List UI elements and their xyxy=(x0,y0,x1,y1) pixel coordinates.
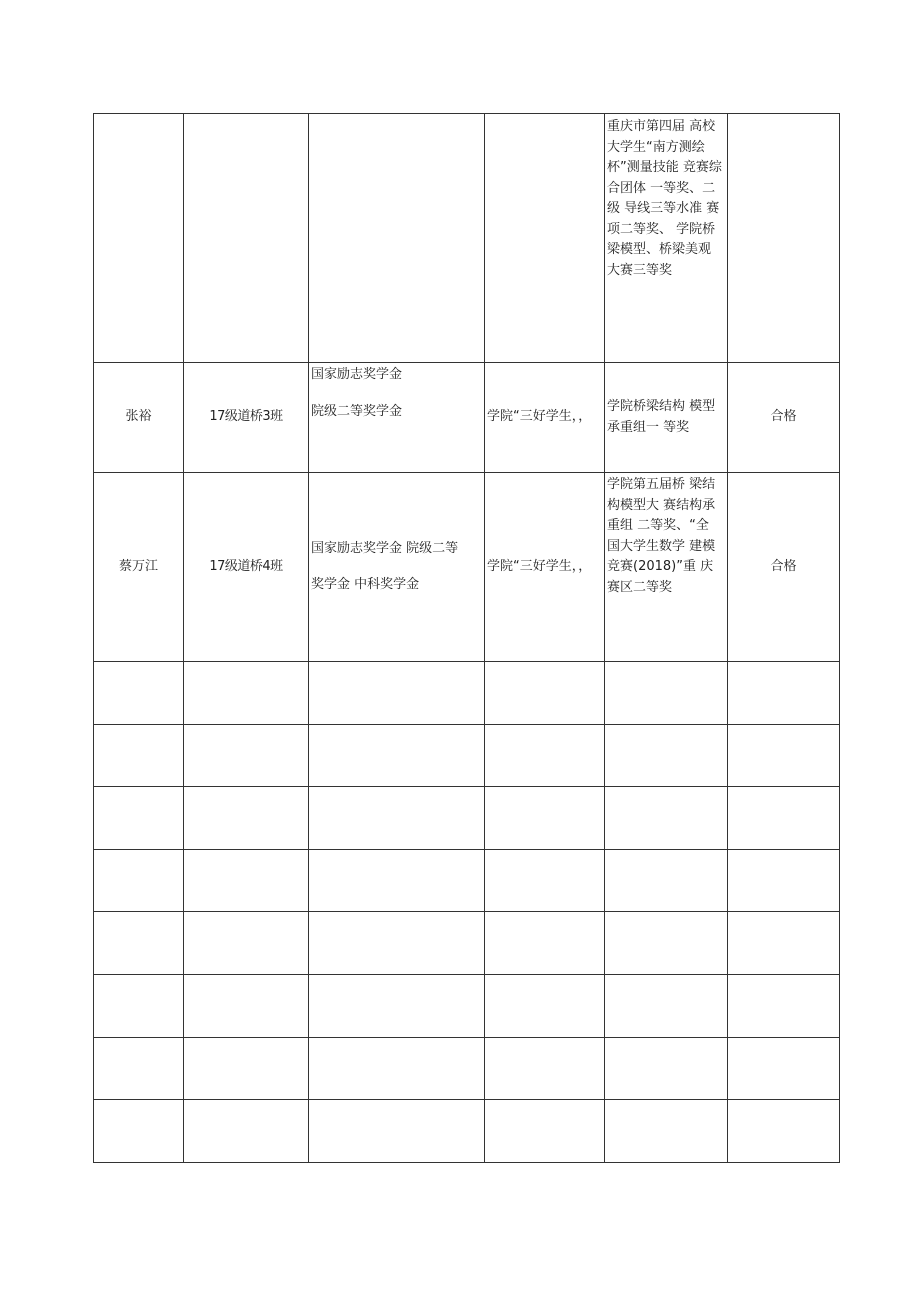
honor-text: 学院“三好学生，， xyxy=(487,409,592,425)
empty-cell xyxy=(184,662,309,725)
empty-cell xyxy=(309,1037,485,1100)
competition-text: 重庆市第四届 高校大学生“南方测绘杯”测量技能 竞赛综合团体 一等奖、二级 导线三等水准 赛项二等奖、 学院桥梁模型、桥梁美观 大赛三等奖 xyxy=(607,119,722,278)
class-cell xyxy=(184,114,309,363)
empty-cell xyxy=(94,912,184,975)
empty-cell xyxy=(728,787,840,850)
empty-cell xyxy=(485,724,605,787)
table-row xyxy=(94,1037,840,1100)
class-cell: 17级道桥4班 xyxy=(184,473,309,662)
name-cell xyxy=(94,114,184,363)
table-row xyxy=(94,114,840,363)
empty-cell xyxy=(728,662,840,725)
table-row xyxy=(94,787,840,850)
empty-cell xyxy=(485,787,605,850)
name-cell: 张裕 xyxy=(94,363,184,473)
scholarship-line: 院级二等奖学金 xyxy=(311,403,403,419)
honor-cell xyxy=(485,363,605,473)
empty-cell xyxy=(728,1037,840,1100)
empty-cell xyxy=(94,974,184,1037)
result-cell: 合格 xyxy=(728,363,840,473)
empty-cell xyxy=(605,724,728,787)
table-row xyxy=(94,724,840,787)
scholarship-cell xyxy=(309,473,485,662)
empty-cell xyxy=(728,849,840,912)
competition-cell xyxy=(605,363,728,473)
competition-text: 学院第五届桥 梁结构模型大 赛结构承重组 二等奖、“全 国大学生数学 建模竞赛(2018)”重 庆赛区二等奖 xyxy=(607,477,716,595)
empty-cell xyxy=(184,912,309,975)
competition-text: 学院桥梁结构 模型承重组一 等奖 xyxy=(607,399,716,435)
honor-cell xyxy=(485,114,605,363)
empty-cell xyxy=(94,662,184,725)
empty-cell xyxy=(94,1037,184,1100)
empty-cell xyxy=(485,912,605,975)
empty-cell xyxy=(184,724,309,787)
empty-cell xyxy=(605,912,728,975)
empty-cell xyxy=(184,1037,309,1100)
table-row xyxy=(94,849,840,912)
empty-cell xyxy=(184,787,309,850)
empty-cell xyxy=(485,1100,605,1163)
empty-cell xyxy=(309,974,485,1037)
empty-cell xyxy=(485,1037,605,1100)
honor-text: 学院“三好学生，， xyxy=(487,558,592,574)
empty-cell xyxy=(309,849,485,912)
class-cell: 17级道桥3班 xyxy=(184,363,309,473)
empty-cell xyxy=(605,974,728,1037)
empty-cell xyxy=(184,849,309,912)
empty-cell xyxy=(184,1100,309,1163)
table-row xyxy=(94,912,840,975)
scholarship-cell xyxy=(309,363,485,473)
empty-cell xyxy=(94,724,184,787)
empty-cell xyxy=(728,974,840,1037)
empty-cell xyxy=(309,662,485,725)
honor-cell xyxy=(485,473,605,662)
empty-cell xyxy=(94,1100,184,1163)
empty-cell xyxy=(605,787,728,850)
empty-cell xyxy=(605,1100,728,1163)
empty-cell xyxy=(184,974,309,1037)
scholarship-line: 国家励志奖学金 院级二等 xyxy=(311,540,459,556)
empty-cell xyxy=(485,849,605,912)
competition-cell xyxy=(605,473,728,662)
scholarship-cell xyxy=(309,114,485,363)
empty-cell xyxy=(309,787,485,850)
empty-cell xyxy=(309,1100,485,1163)
empty-cell xyxy=(309,724,485,787)
table-row xyxy=(94,974,840,1037)
empty-cell xyxy=(728,912,840,975)
scholarship-line: 奖学金 中科奖学金 xyxy=(311,577,420,592)
empty-cell xyxy=(94,849,184,912)
empty-cell xyxy=(605,1037,728,1100)
table-row xyxy=(94,363,840,473)
table-row xyxy=(94,662,840,725)
empty-cell xyxy=(605,662,728,725)
empty-cell xyxy=(605,849,728,912)
empty-cell xyxy=(485,662,605,725)
competition-cell xyxy=(605,114,728,363)
student-table xyxy=(93,113,840,1163)
result-cell: 合格 xyxy=(728,473,840,662)
empty-cell xyxy=(728,724,840,787)
empty-cell xyxy=(309,912,485,975)
table-row xyxy=(94,473,840,662)
empty-cell xyxy=(728,1100,840,1163)
scholarship-line: 国家励志奖学金 xyxy=(311,367,403,382)
result-cell xyxy=(728,114,840,363)
table-row xyxy=(94,1100,840,1163)
name-cell: 蔡万江 xyxy=(94,473,184,662)
empty-cell xyxy=(485,974,605,1037)
empty-cell xyxy=(94,787,184,850)
